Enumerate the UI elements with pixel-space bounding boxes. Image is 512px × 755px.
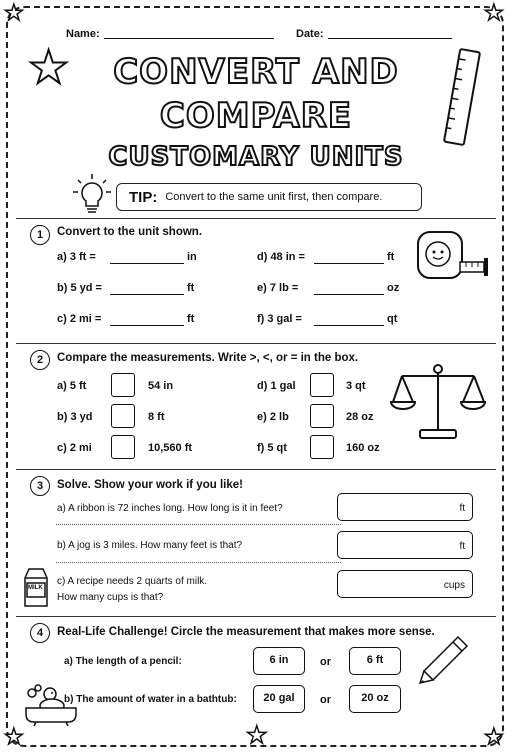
convert-prompt: c) 2 mi = [57, 313, 102, 325]
section-number: 2 [30, 350, 50, 370]
unit-label: ft [187, 313, 195, 325]
answer-box[interactable] [337, 493, 473, 521]
challenge-prompt: b) The amount of water in a bathtub: [64, 694, 237, 705]
tape-measure-icon [414, 228, 494, 298]
challenge-prompt: a) The length of a pencil: [64, 656, 182, 667]
section-divider [16, 469, 496, 470]
compare-left: e) 2 lb [257, 411, 289, 423]
title-line-3: CUSTOMARY UNITS [108, 142, 404, 172]
compare-right: 3 qt [346, 380, 366, 392]
convert-prompt: f) 3 gal = [257, 313, 302, 325]
word-problem: a) A ribbon is 72 inches long. How long is it in feet? [57, 503, 283, 514]
option-box[interactable]: 20 oz [349, 685, 401, 713]
answer-unit: cups [443, 580, 465, 591]
star-icon: ★ [246, 722, 268, 749]
unit-label: qt [387, 313, 398, 325]
answer-box[interactable] [337, 570, 473, 598]
section-title: Real-Life Challenge! Circle the measurement that makes more sense. [57, 626, 435, 638]
or-label: or [320, 656, 331, 668]
star-icon: ★ [484, 0, 504, 25]
milk-carton-label: MILK [28, 585, 43, 591]
work-line [56, 562, 341, 563]
section-number: 1 [30, 225, 50, 245]
unit-label: in [187, 251, 197, 263]
star-icon: ★ [4, 0, 24, 25]
star-icon: ★ [484, 724, 504, 749]
compare-right: 28 oz [346, 411, 374, 423]
tip-label: TIP: [129, 188, 158, 206]
compare-left: c) 2 mi [57, 442, 92, 454]
section-title: Compare the measurements. Write >, <, or = in the box. [57, 352, 359, 364]
title-line-2: COMPARE [159, 96, 353, 136]
balance-scale-icon [388, 360, 488, 444]
answer-blank[interactable] [314, 254, 384, 264]
compare-box[interactable] [310, 373, 334, 397]
unit-label: ft [187, 282, 195, 294]
or-label: or [320, 694, 331, 706]
option-box[interactable]: 6 in [253, 647, 305, 675]
word-problem: c) A recipe needs 2 quarts of milk. [57, 576, 208, 587]
compare-box[interactable] [310, 404, 334, 428]
answer-blank[interactable] [110, 316, 184, 326]
lightbulb-icon [70, 172, 114, 220]
section-divider [16, 343, 496, 344]
unit-label: oz [387, 282, 400, 294]
compare-right: 160 oz [346, 442, 380, 454]
work-line [56, 524, 341, 525]
answer-unit: ft [459, 503, 465, 514]
section-title: Convert to the unit shown. [57, 226, 203, 238]
answer-blank[interactable] [314, 285, 384, 295]
convert-prompt: b) 5 yd = [57, 282, 102, 294]
answer-box[interactable] [337, 531, 473, 559]
compare-left: a) 5 ft [57, 380, 87, 392]
section-divider [16, 218, 496, 219]
convert-prompt: d) 48 in = [257, 251, 305, 263]
compare-right: 10,560 ft [148, 442, 193, 454]
star-icon: ★ [4, 724, 24, 749]
answer-blank[interactable] [110, 285, 184, 295]
compare-right: 8 ft [148, 411, 165, 423]
date-field[interactable] [328, 28, 452, 39]
compare-box[interactable] [111, 373, 135, 397]
compare-box[interactable] [310, 435, 334, 459]
answer-blank[interactable] [110, 254, 184, 264]
answer-unit: ft [459, 541, 465, 552]
compare-box[interactable] [111, 435, 135, 459]
convert-prompt: e) 7 lb = [257, 282, 299, 294]
section-title: Solve. Show your work if you like! [57, 479, 243, 491]
convert-prompt: a) 3 ft = [57, 251, 96, 263]
section-number: 3 [30, 476, 50, 496]
compare-left: d) 1 gal [257, 380, 296, 392]
compare-right: 54 in [148, 380, 174, 392]
name-field[interactable] [104, 28, 274, 39]
smiling-star-icon: ★ [28, 41, 70, 93]
bathtub-duck-icon [24, 682, 78, 726]
compare-left: b) 3 yd [57, 411, 93, 423]
word-problem: How many cups is that? [57, 592, 164, 603]
title-line-1: CONVERT AND [113, 52, 399, 92]
word-problem: b) A jog is 3 miles. How many feet is that? [57, 540, 243, 551]
section-number: 4 [30, 623, 50, 643]
option-box[interactable]: 6 ft [349, 647, 401, 675]
section-divider [16, 616, 496, 617]
compare-box[interactable] [111, 404, 135, 428]
option-box[interactable]: 20 gal [253, 685, 305, 713]
name-label: Name: [66, 28, 100, 40]
date-label: Date: [296, 28, 324, 40]
tip-box [116, 183, 422, 211]
unit-label: ft [387, 251, 395, 263]
pencil-icon [418, 634, 470, 684]
tip-text: Convert to the same unit first, then compare. [165, 191, 383, 203]
answer-blank[interactable] [314, 316, 384, 326]
compare-left: f) 5 qt [257, 442, 287, 454]
